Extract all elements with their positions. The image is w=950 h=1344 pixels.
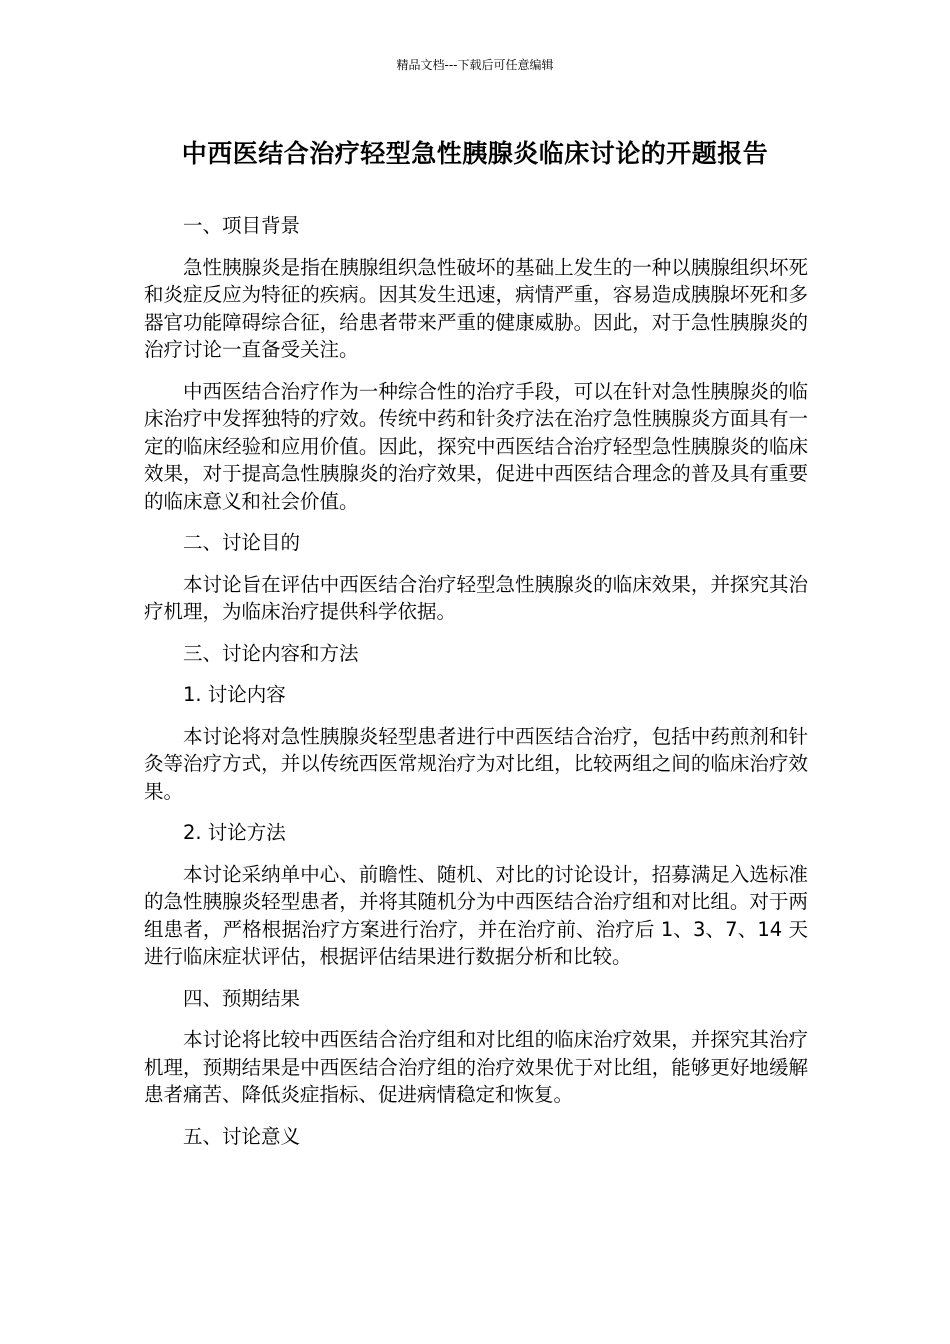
document-body [144, 212, 808, 1164]
subheading-content: 1. 讨论内容 [183, 683, 286, 706]
header-note: 精品文档---下载后可任意编辑 [396, 58, 554, 72]
subheading-methods: 2. 讨论方法 [183, 821, 286, 844]
paragraph-purpose: 本讨论旨在评估中西医结合治疗轻型急性胰腺炎的临床效果，并探究其治疗机理，为临床治疗提供科学依据。 [144, 572, 808, 623]
section-heading-significance: 五、讨论意义 [183, 1124, 301, 1148]
paragraph-content: 本讨论将对急性胰腺炎轻型患者进行中西医结合治疗，包括中药煎剂和针灸等治疗方式，并以传统西医常规治疗为对比组，比较两组之间的临床治疗效果。 [144, 724, 808, 803]
paragraph-background-2: 中西医结合治疗作为一种综合性的治疗手段，可以在针对急性胰腺炎的临床治疗中发挥独特的疗效。传统中药和针灸疗法在治疗急性胰腺炎方面具有一定的临床经验和应用价值。因此，探究中西医结合治疗轻型急性胰腺炎的临床效果，对于提高急性胰腺炎的治疗效果，促进中西医结合理念的普及具有重要的临床意义和社会价值。 [144, 379, 808, 513]
section-heading-purpose: 二、讨论目的 [183, 531, 301, 554]
paragraph-background-1: 急性胰腺炎是指在胰腺组织急性破坏的基础上发生的一种以胰腺组织坏死和炎症反应为特征的疾病。因其发生迅速，病情严重，容易造成胰腺坏死和多器官功能障碍综合征，给患者带来严重的健康威胁。因此，对于急性胰腺炎的治疗讨论一直备受关注。 [144, 255, 808, 361]
paragraph-methods: 本讨论采纳单中心、前瞻性、随机、对比的讨论设计，招募满足入选标准的急性胰腺炎轻型患者，并将其随机分为中西医结合治疗组和对比组。对于两组患者，严格根据治疗方案进行治疗，并在治疗前、治疗后 1、3、7、14 天进行临床症状评估，根据评估结果进行数据分析和比较。 [144, 862, 808, 968]
section-heading-content-methods: 三、讨论内容和方法 [183, 641, 359, 665]
document-title: 中西医结合治疗轻型急性胰腺炎临床讨论的开题报告 [181, 139, 769, 168]
section-heading-background: 一、项目背景 [183, 214, 301, 237]
section-heading-expected-results: 四、预期结果 [183, 986, 301, 1010]
paragraph-expected-results: 本讨论将比较中西医结合治疗组和对比组的临床治疗效果，并探究其治疗机理，预期结果是中西医结合治疗组的治疗效果优于对比组，能够更好地缓解患者痛苦、降低炎症指标、促进病情稳定和恢复。 [144, 1028, 808, 1106]
